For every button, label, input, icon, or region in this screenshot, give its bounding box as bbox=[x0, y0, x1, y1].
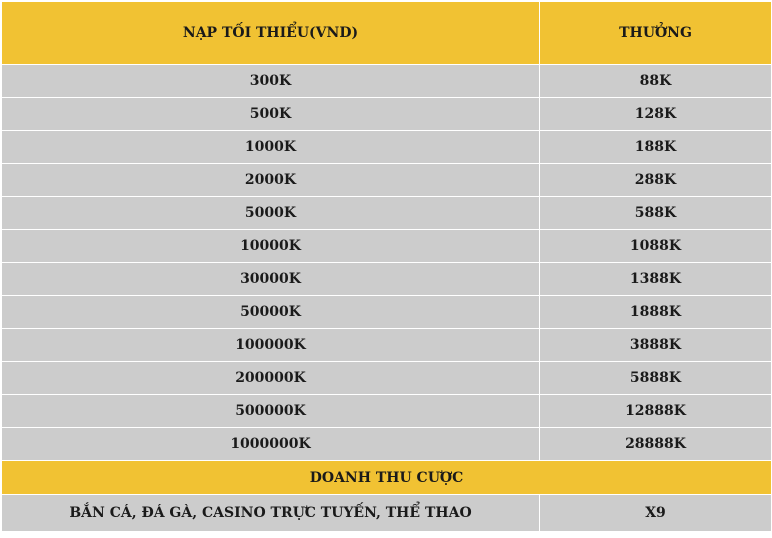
deposit-cell: 10000K bbox=[2, 230, 540, 263]
deposit-cell: 50000K bbox=[2, 296, 540, 329]
table-row bbox=[2, 131, 772, 164]
table-row bbox=[2, 263, 772, 296]
table-row bbox=[2, 98, 772, 131]
bonus-cell: 288K bbox=[540, 164, 772, 197]
table-header-row bbox=[2, 2, 772, 65]
table-row bbox=[2, 65, 772, 98]
turnover-title: DOANH THU CƯỢC bbox=[2, 461, 772, 495]
turnover-multiplier: X9 bbox=[540, 495, 772, 532]
turnover-games: BẮN CÁ, ĐÁ GÀ, CASINO TRỰC TUYẾN, THỂ THAO bbox=[2, 495, 540, 532]
table-row bbox=[2, 164, 772, 197]
deposit-cell: 300K bbox=[2, 65, 540, 98]
bonus-table bbox=[1, 1, 772, 532]
table-row bbox=[2, 362, 772, 395]
bonus-cell: 3888K bbox=[540, 329, 772, 362]
deposit-cell: 1000000K bbox=[2, 428, 540, 461]
bonus-cell: 12888K bbox=[540, 395, 772, 428]
deposit-cell: 200000K bbox=[2, 362, 540, 395]
bonus-cell: 88K bbox=[540, 65, 772, 98]
bonus-cell: 1388K bbox=[540, 263, 772, 296]
table-row bbox=[2, 395, 772, 428]
header-deposit: NẠP TỐI THIỂU(VND) bbox=[2, 2, 540, 65]
bonus-cell: 588K bbox=[540, 197, 772, 230]
deposit-cell: 100000K bbox=[2, 329, 540, 362]
turnover-section-row bbox=[2, 461, 772, 495]
bonus-cell: 28888K bbox=[540, 428, 772, 461]
table-row bbox=[2, 197, 772, 230]
deposit-cell: 30000K bbox=[2, 263, 540, 296]
bonus-cell: 188K bbox=[540, 131, 772, 164]
header-bonus: THƯỞNG bbox=[540, 2, 772, 65]
deposit-cell: 5000K bbox=[2, 197, 540, 230]
turnover-row bbox=[2, 495, 772, 532]
table-row bbox=[2, 428, 772, 461]
bonus-cell: 5888K bbox=[540, 362, 772, 395]
deposit-cell: 2000K bbox=[2, 164, 540, 197]
table-row bbox=[2, 296, 772, 329]
table-row bbox=[2, 329, 772, 362]
deposit-cell: 500K bbox=[2, 98, 540, 131]
deposit-cell: 1000K bbox=[2, 131, 540, 164]
bonus-cell: 1088K bbox=[540, 230, 772, 263]
table-row bbox=[2, 230, 772, 263]
bonus-cell: 1888K bbox=[540, 296, 772, 329]
deposit-cell: 500000K bbox=[2, 395, 540, 428]
bonus-cell: 128K bbox=[540, 98, 772, 131]
